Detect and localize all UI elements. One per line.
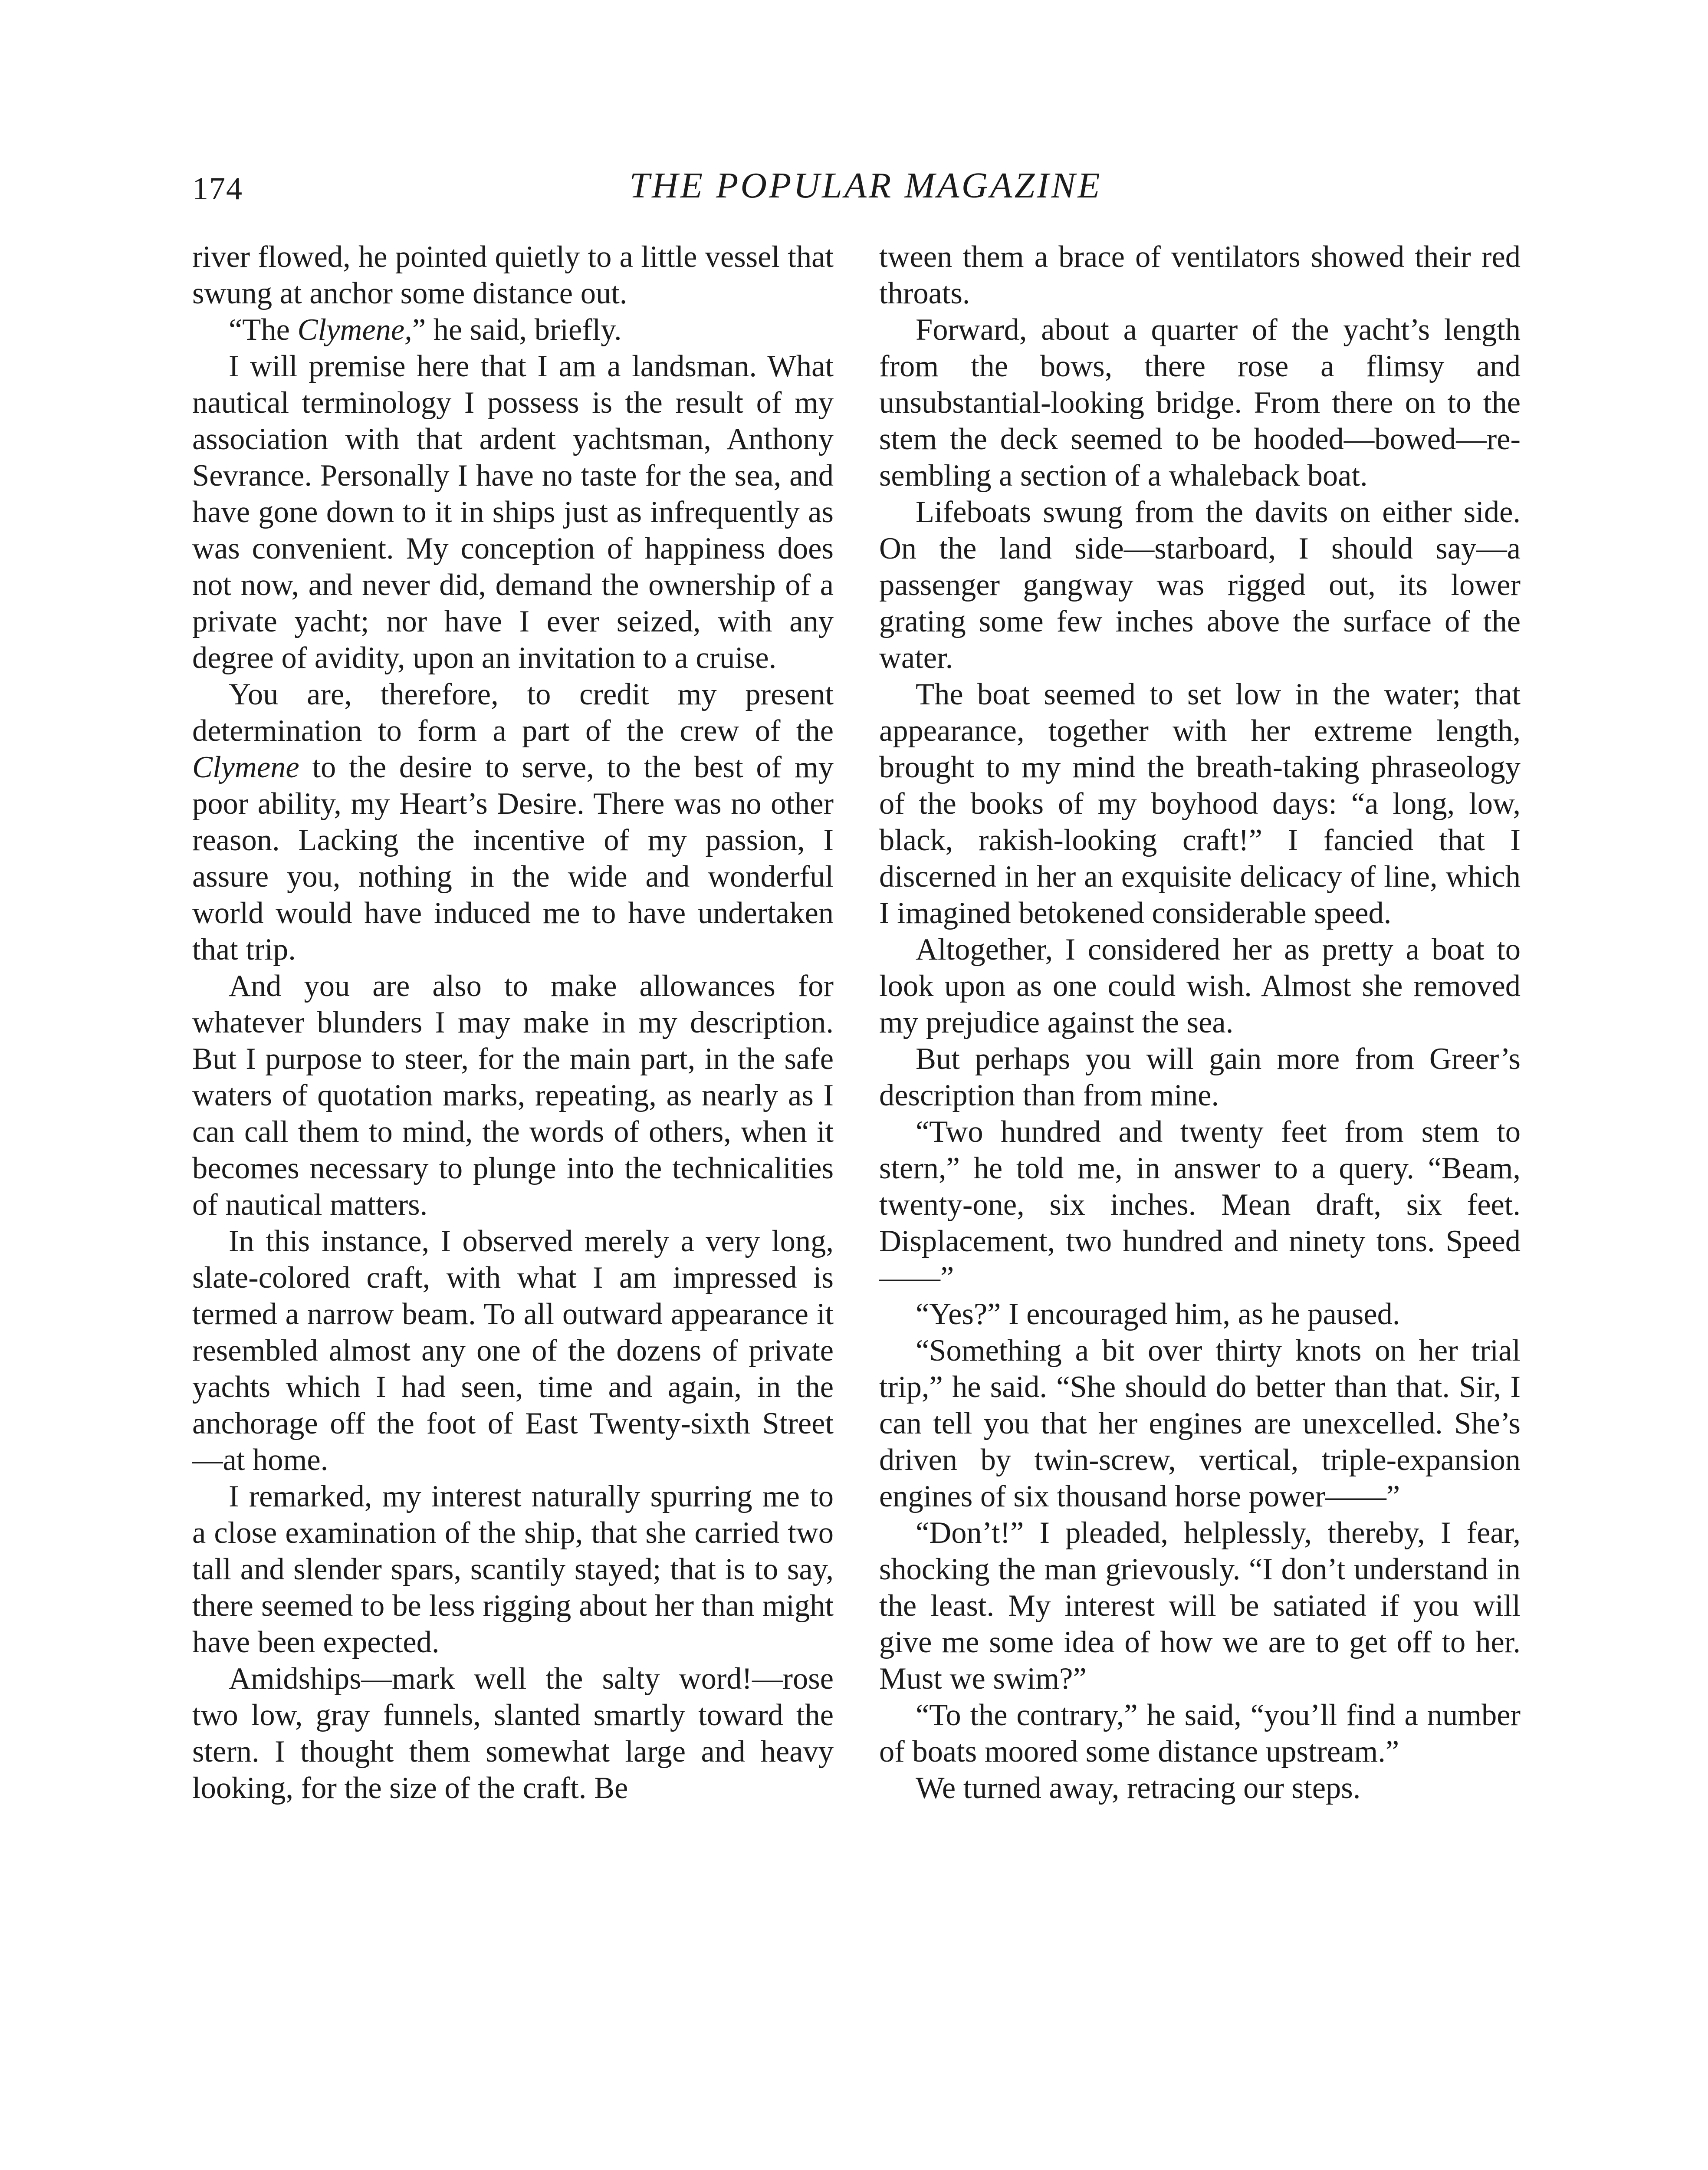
italic-text: Clymene, [297, 313, 412, 347]
paragraph: river flowed, he pointed quietly to a little vessel that swung at anchor some distance out. [192, 240, 834, 310]
paragraph: “Yes?” I encouraged him, as he paused. [916, 1297, 1400, 1331]
paragraph: Amidships—mark well the salty word!—rose two low, gray funnels, slanted smartly toward the stern. I thought them somewhat large and heavy looking, for the size of the craft. Be [192, 1662, 834, 1805]
paragraph: “To the contrary,” he said, “you’ll find a number of boats moored some distance upstream.” [879, 1698, 1521, 1769]
paragraph: You are, therefore, to credit my present determination to form a part of the crew of the Clymene to the desire to serve, to the best of my poor ability, my Heart’s Desire. There was no other reason. Lacking the incentive of my passion, I assure you, nothing in the wide and wonderful world would have induced me to have undertaken that trip. [192, 677, 834, 967]
page-number: 174 [192, 171, 243, 207]
paragraph: The boat seemed to set low in the water; that appearance, together with her extreme length, brought to my mind the breath-taking phraseology of the books of my boyhood days: “a long, low, black, rakish-looking craft!” I fancied that I discerned in her an exquisite delicacy of line, which I imagined betokened considerable speed. [879, 677, 1521, 930]
left-column [192, 239, 834, 1806]
magazine-title: THE POPULAR MAGAZINE [629, 165, 1102, 206]
paragraph: I remarked, my interest naturally spurring me to a close examination of the ship, that she carried two tall and slender spars, scantily stayed; that is to say, there seemed to be less rigging about her than might have been expected. [192, 1480, 834, 1659]
paragraph: “Two hundred and twenty feet from stem to stern,” he told me, in answer to a query. “Beam, twenty-one, six inches. Mean draft, six feet. Displacement, two hundred and ninety tons. Speed——” [879, 1115, 1521, 1295]
paragraph: We turned away, retracing our steps. [916, 1771, 1361, 1805]
paragraph: tween them a brace of ventilators showed their red throats. [879, 240, 1521, 310]
paragraph: “Don’t!” I pleaded, helplessly, thereby, I fear, shocking the man grievously. “I don’t understand in the least. My interest will be satiated if you will give me some idea of how we are to get off to her. Must we swim?” [879, 1516, 1521, 1696]
paragraph: Lifeboats swung from the davits on either side. On the land side—starboard, I should say—a passenger gangway was rigged out, its lower grating some few inches above the surface of the water. [879, 495, 1521, 675]
paragraph: I will premise here that I am a landsman. What nautical terminology I possess is the result of my association with that ardent yachtsman, Anthony Sevrance. Personally I have no taste for the sea, and have gone down to it in ships just as infrequently as was convenient. My conception of happiness does not now, and never did, demand the ownership of a private yacht; nor have I ever seized, with any degree of avidity, upon an invitation to a cruise. [192, 349, 834, 675]
right-column [879, 239, 1521, 1806]
paragraph: But perhaps you will gain more from Greer’s description than from mine. [879, 1042, 1521, 1112]
paragraph: Altogether, I considered her as pretty a boat to look upon as one could wish. Almost she removed my prejudice against the sea. [879, 933, 1521, 1039]
paragraph: And you are also to make allowances for whatever blunders I may make in my description. But I purpose to steer, for the main part, in the safe waters of quotation marks, repeating, as nearly as I can call them to mind, the words of others, when it becomes necessary to plunge into the technicalities of nautical matters. [192, 969, 834, 1222]
paragraph: “The Clymene,” he said, briefly. [229, 313, 622, 347]
paragraph: Forward, about a quarter of the yacht’s length from the bows, there rose a flimsy and unsubstantial-looking bridge. From there on to the stem the deck seemed to be hooded—bowed—resembling a section of a whaleback boat. [879, 313, 1521, 493]
paragraph: “Something a bit over thirty knots on her trial trip,” he said. “She should do better than that. Sir, I can tell you that her engines are unexcelled. She’s driven by twin-screw, vertical, triple-expansion engines of six thousand horse power——” [879, 1334, 1521, 1513]
italic-text: Clymene [192, 750, 299, 784]
paragraph: In this instance, I observed merely a very long, slate-colored craft, with what I am impressed is termed a narrow beam. To all outward appearance it resembled almost any one of the dozens of private yachts which I had seen, time and again, in the anchorage off the foot of East Twenty-sixth Street—at home. [192, 1224, 834, 1477]
